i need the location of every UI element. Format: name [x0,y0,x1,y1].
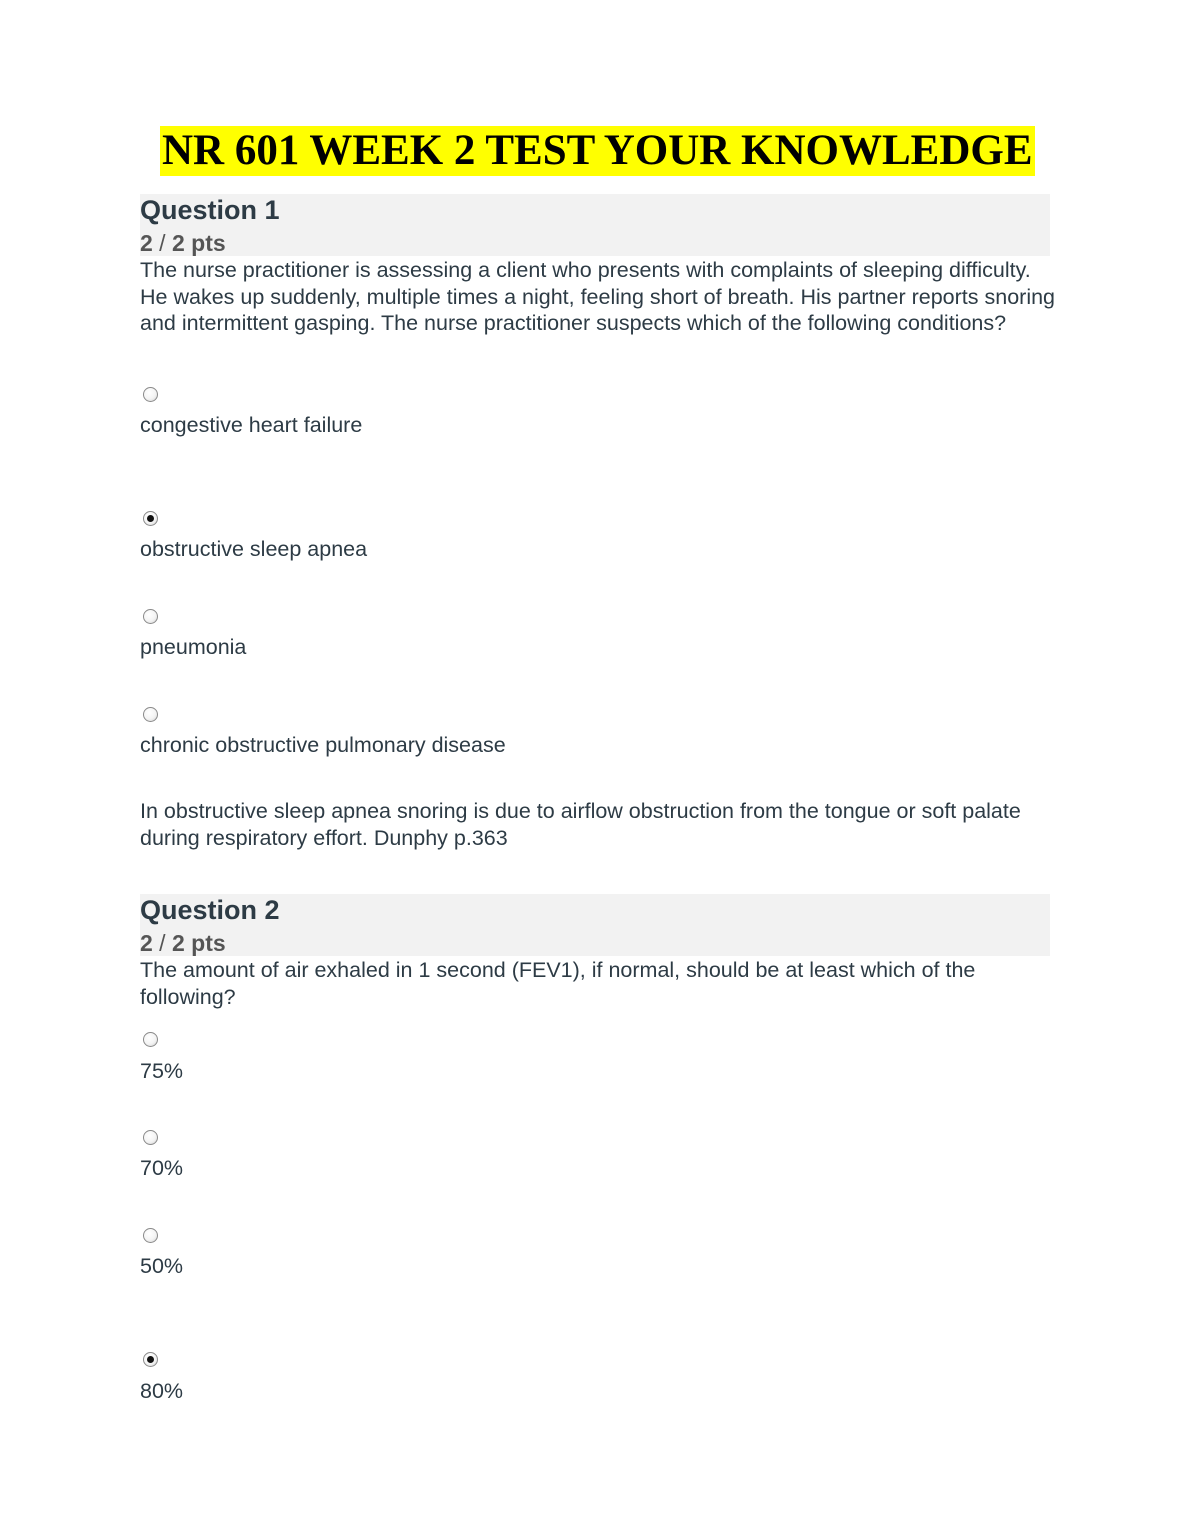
radio-icon[interactable] [143,707,158,722]
document-title: NR 601 WEEK 2 TEST YOUR KNOWLEDGE [162,127,1033,174]
answer-label[interactable]: 50% [140,1254,184,1278]
answer-label[interactable]: obstructive sleep apnea [140,537,368,561]
answer-label[interactable]: 75% [140,1059,184,1083]
radio-icon[interactable] [143,1228,158,1243]
radio-icon[interactable] [143,609,158,624]
radio-icon[interactable] [143,1352,158,1367]
question-1-text: The nurse practitioner is assessing a client who presents with complaints of sleeping difficulty. He wakes up suddenly, multiple times a night, feeling short of breath. His partner reports snoring and intermittent gasping. The nurse practitioner suspects which of the following conditions? [140,258,1056,336]
points-separator: / [152,230,172,256]
points-earned: 2 [140,930,153,956]
question-1-explanation: In obstructive sleep apnea snoring is due to airflow obstruction from the tongue or soft palate during respiratory effort. Dunphy p.363 [140,799,1021,850]
question-1-points [140,229,226,257]
question-1-title: Question 1 [140,195,280,225]
radio-icon[interactable] [143,387,158,402]
question-2-text: The amount of air exhaled in 1 second (FEV1), if normal, should be at least which of the following? [140,958,976,1009]
points-total: 2 pts [171,930,226,956]
answer-label[interactable]: chronic obstructive pulmonary disease [140,733,506,757]
points-earned: 2 [140,230,153,256]
radio-icon[interactable] [143,1032,158,1047]
answer-label[interactable]: 70% [140,1156,184,1180]
question-2-title: Question 2 [140,895,280,925]
answer-label[interactable]: congestive heart failure [140,413,363,437]
answer-label[interactable]: 80% [140,1379,184,1403]
points-total: 2 pts [171,230,226,256]
radio-icon[interactable] [143,1130,158,1145]
points-separator: / [152,930,172,956]
answer-label[interactable]: pneumonia [140,635,247,659]
question-2-points [140,929,226,957]
radio-icon[interactable] [143,511,158,526]
